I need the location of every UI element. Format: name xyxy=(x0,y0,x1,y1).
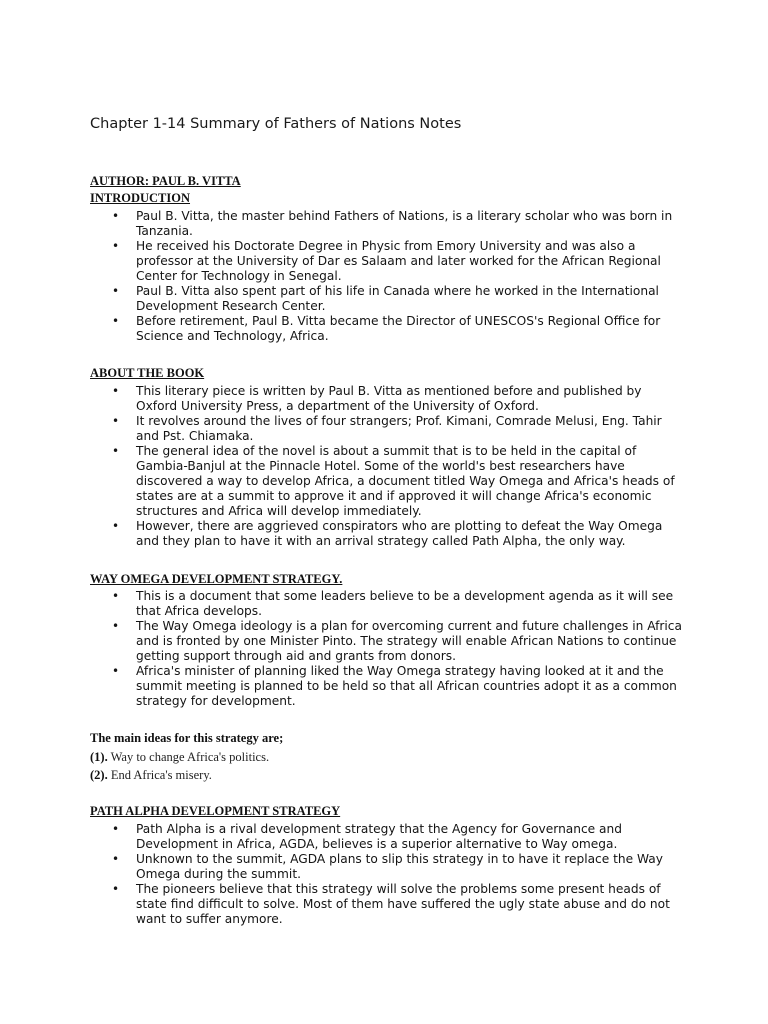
about-book-heading: ABOUT THE BOOK xyxy=(90,366,205,380)
bullet-icon: • xyxy=(112,619,120,633)
bullet-icon: • xyxy=(112,284,120,298)
list-item: • Unknown to the summit, AGDA plans to slip this strategy in to have it replace the Way Omega during the summit. xyxy=(112,852,663,881)
introduction-list xyxy=(112,209,682,344)
bullet-icon: • xyxy=(112,589,120,603)
document-title: Chapter 1-14 Summary of Fathers of Nations Notes xyxy=(90,116,462,132)
list-item: • The general idea of the novel is about a summit that is to be held in the capital of Gambia-Banjul at the Pinnacle Hotel. Some of the world's best researchers have discovered a way to develop Africa, a document titled Way Omega and Africa's heads of states are at a summit to approve it and if approved it will change Africa's economic structures and Africa will develop immediately. xyxy=(112,444,675,518)
list-item: • He received his Doctorate Degree in Physic from Emory University and was also a professor at the University of Dar es Salaam and later worked for the African Regional Center for Technology in Senegal. xyxy=(112,239,661,283)
list-item: • It revolves around the lives of four strangers; Prof. Kimani, Comrade Melusi, Eng. Tahir and Pst. Chiamaka. xyxy=(112,414,662,443)
way-omega-list xyxy=(112,589,682,709)
path-alpha-list xyxy=(112,822,682,927)
list-item: • This literary piece is written by Paul B. Vitta as mentioned before and published by Oxford University Press, a department of the University of Oxford. xyxy=(112,384,642,413)
bullet-icon: • xyxy=(112,822,120,836)
bullet-icon: • xyxy=(112,444,120,458)
author-heading: AUTHOR: PAUL B. VITTA xyxy=(90,174,241,188)
bullet-icon: • xyxy=(112,314,120,328)
bullet-icon: • xyxy=(112,852,120,866)
bullet-icon: • xyxy=(112,384,120,398)
main-ideas-label: The main ideas for this strategy are; xyxy=(90,731,284,745)
bullet-icon: • xyxy=(112,519,120,533)
path-alpha-heading: PATH ALPHA DEVELOPMENT STRATEGY xyxy=(90,804,341,818)
list-item: • Paul B. Vitta also spent part of his life in Canada where he worked in the International Development Research Center. xyxy=(112,284,659,313)
bullet-icon: • xyxy=(112,239,120,253)
main-idea-item: (2). End Africa's misery. xyxy=(90,768,212,782)
list-item: • This is a document that some leaders believe to be a development agenda as it will see that Africa develops. xyxy=(112,589,674,618)
list-item: • The Way Omega ideology is a plan for overcoming current and future challenges in Africa and is fronted by one Minister Pinto. The strategy will enable African Nations to continue getting support through aid and grants from donors. xyxy=(112,619,682,663)
way-omega-heading: WAY OMEGA DEVELOPMENT STRATEGY. xyxy=(90,572,343,586)
bullet-icon: • xyxy=(112,882,120,896)
about-book-list xyxy=(112,384,682,549)
bullet-icon: • xyxy=(112,414,120,428)
main-idea-item: (1). Way to change Africa's politics. xyxy=(90,750,270,764)
list-item: • Before retirement, Paul B. Vitta became the Director of UNESCOS's Regional Office for Science and Technology, Africa. xyxy=(112,314,661,343)
list-item: • Africa's minister of planning liked the Way Omega strategy having looked at it and the summit meeting is planned to be held so that all African countries adopt it as a common strategy for development. xyxy=(112,664,677,708)
introduction-heading: INTRODUCTION xyxy=(90,191,191,205)
list-item: • Paul B. Vitta, the master behind Fathers of Nations, is a literary scholar who was born in Tanzania. xyxy=(112,209,673,238)
list-item: • However, there are aggrieved conspirators who are plotting to defeat the Way Omega and they plan to have it with an arrival strategy called Path Alpha, the only way. xyxy=(112,519,663,548)
list-item: • Path Alpha is a rival development strategy that the Agency for Governance and Development in Africa, AGDA, believes is a superior alternative to Way omega. xyxy=(112,822,622,851)
list-item: • The pioneers believe that this strategy will solve the problems some present heads of state find difficult to solve. Most of them have suffered the ugly state abuse and do not want to suffer anymore. xyxy=(112,882,670,926)
bullet-icon: • xyxy=(112,209,120,223)
bullet-icon: • xyxy=(112,664,120,678)
